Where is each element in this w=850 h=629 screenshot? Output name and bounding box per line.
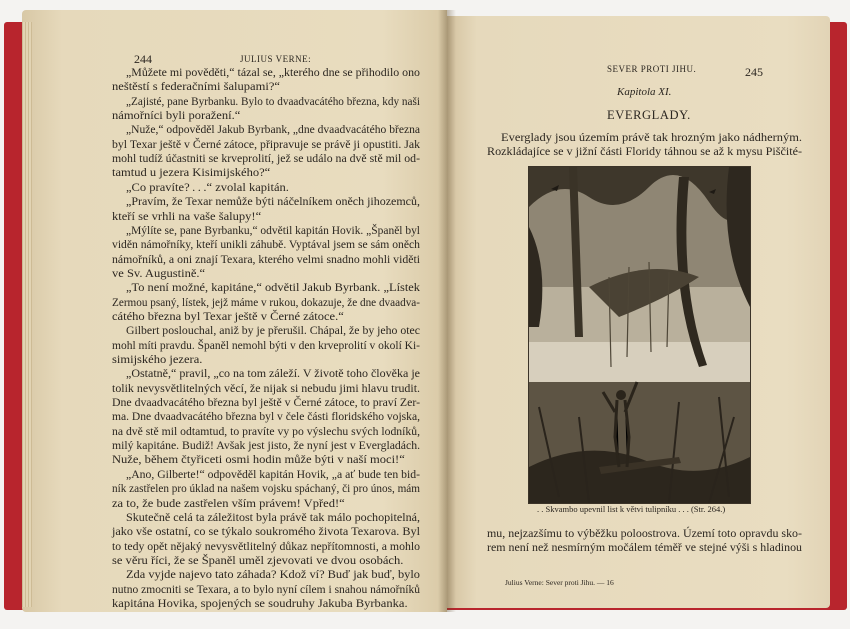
running-header: JULIUS VERNE:	[240, 54, 312, 64]
text-line: Everglady jsou územím právě tak hrozným jako nádherným.	[501, 131, 802, 144]
text-line: mohl tudíž účastniti se krveprolití, jež se událo na dvě stě mil od-	[112, 152, 420, 166]
text-line: mohl míti pravdu. Španěl nemohl býti v den krveprolití v okolí Ki-	[112, 338, 420, 352]
text-line: za to, že bude zastřelen vším právem! Vpřed!“	[112, 496, 345, 510]
text-line: viděn námořníky, kteří unikli záhubě. Vyptával jsem se sám oněch	[112, 238, 420, 252]
text-line: Nuže, během čtyřiceti osmi hodin může býti v naší moci!“	[112, 453, 405, 467]
jungle-scene-icon	[529, 167, 750, 503]
text-line: „Ano, Gilberte!“ odpověděl kapitán Hovik, „a ať bude ten bid-	[126, 467, 420, 481]
text-line: „Zajisté, pane Byrbanku. Bylo to dvaadvacátého března, kdy naši	[126, 94, 420, 108]
text-line: „Můžete mi pověděti,“ tázal se, „kterého dne se přihodilo ono	[126, 66, 420, 79]
running-header: SEVER PROTI JIHU.	[607, 64, 697, 74]
text-line: simijského jezera.	[112, 353, 203, 366]
text-line: mu, nejzazšímu to výběžku poloostrova. Území toto opravdu sko-	[487, 527, 802, 540]
text-line: kteří se vrhli na vaše šalupy!“	[112, 209, 262, 223]
text-line: Gilbert poslouchal, aniž by je přerušil. Chápal, že by jeho otec	[126, 324, 420, 338]
right-page	[447, 16, 830, 608]
text-line: Rozkládajíce se v jižní části Floridy táhnou se až k mysu Piščité-	[487, 145, 802, 159]
text-line: jako vše ostatní, co se týkalo soukromého života Texarova. Byl	[112, 525, 420, 539]
text-line: kapitána Hovika, spojených se soudruhy Jakuba Byrbanka.	[112, 596, 408, 610]
text-line: Zermou psaný, lístek, jejž máme v rukou, dokazuje, že dne dvaadva-	[112, 295, 420, 309]
text-line: nutno zmocniti se Texara, a to bylo nyní cílem i snahou námořníků	[112, 582, 420, 596]
text-line: Zda vyjde najevo tato záhada? Kdož ví? Buď jak buď, bylo	[126, 568, 420, 582]
text-line: Skutečně celá ta záležitost byla právě tak málo pochopitelná,	[126, 510, 420, 524]
text-line: se věru říci, že se Španěl uměl zjevovati ve dvou osobách.	[112, 553, 404, 567]
text-line: námořníků, a oni znají Texara, kterého velmi snadno mohli viděti	[112, 252, 420, 266]
engraving-illustration	[528, 166, 751, 504]
text-line: ve Sv. Augustině.“	[112, 266, 206, 280]
text-line: námořníci byli poražení.“	[112, 109, 241, 123]
text-line: tolik nevysvětlitelných věcí, že nijak si nebudu jimi hlavu trudit.	[112, 381, 420, 395]
page-footer: Julius Verne: Sever proti Jihu. — 16	[505, 578, 614, 587]
text-line: „Nuže,“ odpověděl Jakub Byrbank, „dne dvaadvacátého března	[126, 123, 420, 137]
page-number: 244	[134, 52, 152, 66]
text-line: „Pravím, že Texar nemůže býti náčelníkem oněch jihozemců,	[126, 195, 420, 209]
page-edges	[22, 22, 32, 607]
text-line: Dne dvaadvacátého března byl ještě v Černé zátoce, to praví Zer-	[112, 396, 420, 410]
text-line: rem není než nesmírným močálem téměř ve stejné výši s hladinou	[487, 541, 802, 555]
book-gutter	[438, 10, 456, 612]
text-line: „Mýlíte se, pane Byrbanku,“ odvětil kapitán Hovik. „Španěl byl	[126, 223, 420, 237]
text-line: to tedy opět nějaký nevysvětlitelný důkaz nepřítomnosti, a mohlo	[112, 539, 420, 553]
text-line: cátého března byl Texar ještě v Černé zátoce.“	[112, 309, 344, 323]
text-line: „To není možné, kapitáne,“ odvětil Jakub Byrbank. „Lístek	[126, 281, 420, 295]
text-line: „Co pravíte? . . .“ zvolal kapitán.	[126, 180, 289, 194]
illustration-caption: . . Skvambo upevnil list k větvi tulipníku . . . (Str. 264.)	[537, 504, 726, 514]
text-line: ma. Dne dvaadvacátého března byl v čele části floridského vojska,	[112, 410, 420, 424]
text-line: milý kapitáne. Budiž! Avšak jest jisto, že nyní jest v Evergladách.	[112, 439, 420, 453]
text-line: byl Texar ještě v Černé zátoce, připravuje se právě ji opustiti. Jak	[112, 137, 420, 151]
text-line: „Ostatně,“ pravil, „co na tom záleží. V životě toho člověka je	[126, 367, 420, 381]
chapter-number: Kapitola XI.	[617, 86, 672, 98]
text-line: neštěstí s federačními šalupami?“	[112, 80, 280, 94]
text-line: tamtud u jezera Kisimijského?“	[112, 166, 271, 180]
left-page	[22, 10, 447, 612]
text-line: na dvě stě mil odtamtud, to pravíte vy po výslechu svých lodníků,	[112, 424, 420, 438]
page-number: 245	[745, 65, 763, 79]
text-line: ník zastřelen pro úklad na našem vojsku spáchaný, či pro únos, mám	[112, 482, 420, 496]
chapter-title: EVERGLADY.	[607, 108, 691, 122]
